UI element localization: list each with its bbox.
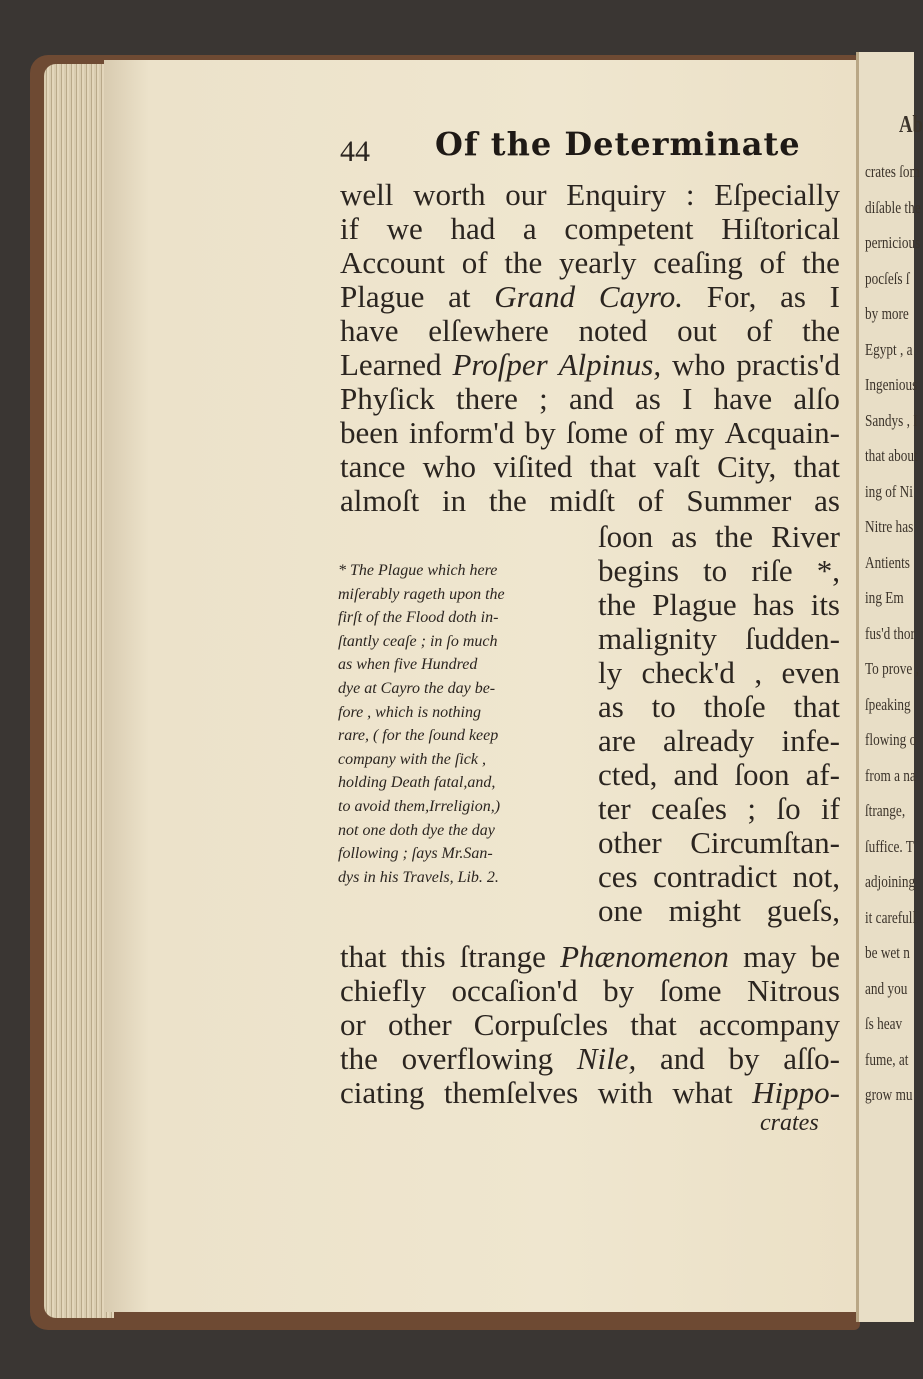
facing-page-fragment: Sandys , I	[865, 410, 918, 430]
facing-page-fragment: ing Em	[865, 588, 904, 607]
facing-page-fragment: flowing o	[865, 730, 917, 749]
sidenote-line: dye at Cayro the day be-	[338, 680, 496, 697]
facing-page-fragment: fume, at	[865, 1049, 909, 1069]
text-line: Learned Proſper Alpinus, who practis'd	[340, 347, 840, 382]
text-line: as to thoſe that	[598, 689, 840, 724]
facing-page-fragment: fus'd thor	[865, 623, 915, 643]
sidenote-line: to avoid them,Irreligion,)	[338, 798, 501, 815]
facing-page-fragment: ſtrange,	[865, 801, 906, 820]
facing-page-fragment: Ab	[899, 112, 923, 138]
text-line: Phyſick there ; and as I have alſo	[340, 381, 840, 416]
sidenote-line: not one doth dye the day	[338, 821, 495, 839]
page-header	[340, 125, 840, 169]
facing-page-fragment: Egypt , a	[865, 339, 913, 359]
text-line: almoſt in the midſt of Summer as	[340, 483, 840, 518]
facing-page-fragment: ing of Ni	[865, 481, 913, 501]
text-line: if we had a competent Hiſtorical	[340, 211, 840, 246]
facing-page-fragment: pocſeſs ſ	[865, 268, 910, 288]
sidenote-line: company with the ſick ,	[338, 750, 486, 768]
text-line: or other Corpuſcles that accompany	[340, 1007, 840, 1042]
running-title: Of the Determinate	[435, 125, 801, 163]
facing-page-fragment: that about	[865, 446, 918, 465]
text-line: Account of the yearly ceaſing of the	[340, 245, 840, 280]
text-line: the Plague has its	[598, 587, 840, 622]
text-line: tance who viſited that vaſt City, that	[340, 449, 840, 484]
sidenote-line: ſtantly ceaſe ; in ſo much	[338, 632, 498, 650]
text-line: cted, and ſoon af-	[598, 757, 840, 792]
facing-page-fragment: ſs heav	[865, 1014, 903, 1033]
facing-page-fragment: and you	[865, 978, 908, 998]
facing-page-fragment: it carefull	[865, 907, 917, 927]
text-line: ſoon as the River	[598, 519, 840, 554]
text-line: Plague at Grand Cayro. For, as I	[340, 279, 840, 314]
text-line: ces contradict not,	[598, 859, 840, 894]
sidenote-line: dys in his Travels, Lib. 2.	[338, 868, 499, 886]
text-line: ly check'd , even	[598, 655, 840, 690]
text-line: been inform'd by ſome of my Acquain-	[340, 415, 840, 450]
facing-page-fragment: from a na	[865, 765, 916, 785]
text-line: are already infe-	[598, 723, 840, 758]
sidenote-line: as when five Hundred	[338, 656, 478, 674]
text-line: the overflowing Nile, and by aſſo-	[340, 1041, 840, 1076]
facing-page-fragment: crates ſom	[865, 162, 920, 181]
facing-page-fragment: adjoining	[865, 872, 916, 891]
text-line: malignity ſudden-	[598, 621, 840, 656]
text-line: chiefly occaſion'd by ſome Nitrous	[340, 973, 840, 1008]
facing-page-fragment: by more	[865, 304, 909, 323]
facing-page-fragment: grow mu	[865, 1085, 913, 1104]
sidenote-line: rare, ( for the ſound keep	[338, 727, 499, 745]
page-number: 44	[340, 135, 370, 168]
text-line: one might gueſs,	[598, 893, 840, 928]
catchword: crates	[760, 1110, 819, 1136]
facing-page-fragment: ſpeaking	[865, 694, 911, 714]
facing-page-fragment: pernicious	[865, 233, 921, 252]
sidenote-line: fore , which is nothing	[338, 703, 481, 721]
facing-page-fragment: be wet n	[865, 943, 910, 962]
text-line: well worth our Enquiry : Eſpecially	[340, 177, 840, 212]
facing-page	[856, 52, 923, 1322]
sidenote-line: holding Death fatal,and,	[338, 774, 496, 792]
text-line: other Circumſtan-	[598, 825, 840, 860]
facing-page-fragment: To prove ,	[865, 659, 919, 678]
facing-page-fragment: Nitre has	[865, 517, 914, 536]
facing-page-fragment: Antients	[865, 552, 910, 572]
text-line: begins to riſe *,	[598, 553, 840, 588]
text-line: ciating themſelves with what Hippo-	[340, 1075, 840, 1110]
sidenote-line: firſt of the Flood doth in-	[338, 609, 499, 627]
text-line: that this ſtrange Phænomenon may be	[340, 939, 840, 974]
text-line: have elſewhere noted out of the	[340, 313, 840, 348]
facing-page-fragment: ſuffice. T	[865, 836, 914, 856]
facing-page-fragment: Ingenious	[865, 375, 918, 394]
text-line: ter ceaſes ; ſo if	[598, 791, 840, 826]
sidenote-line: miſerably rageth upon the	[338, 585, 505, 603]
sidenote-line: following ; ſays Mr.San-	[338, 845, 493, 863]
facing-page-fragment: diſable the	[865, 197, 921, 217]
sidenote-line: * The Plague which here	[338, 562, 498, 579]
